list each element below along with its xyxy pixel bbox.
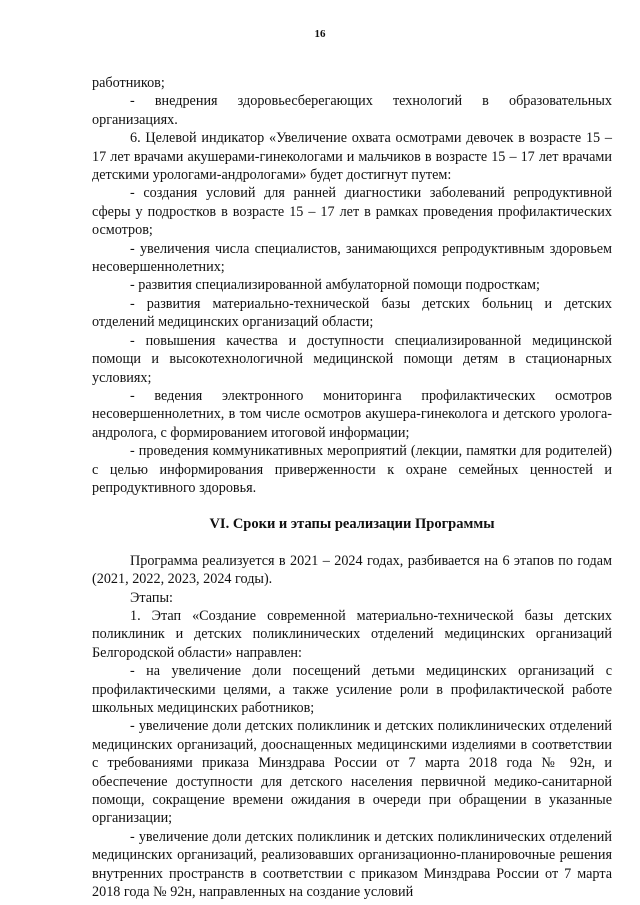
paragraph: 1. Этап «Создание современной материально-технической базы детских поликлиник и детских поликлинических отделений медицинских организаций Белгородской области» направлен: [92,607,612,661]
section-heading: VI. Сроки и этапы реализации Программы [209,516,495,533]
list-item: - повышения качества и доступности специализированной медицинской помощи и высокотехнологичной медицинской помощи детям в стационарных условиях; [92,332,612,386]
paragraph: работников; [92,75,165,91]
list-item: - проведения коммуникативных мероприятий (лекции, памятки для родителей) с целью информирования приверженности к охране семейных ценностей и репродуктивного здоровья. [92,443,612,496]
list-item: - создания условий для ранней диагностики заболеваний репродуктивной сферы у подростков в возрасте 15 – 17 лет в рамках проведения профилактических осмотров; [92,185,612,239]
paragraph: Программа реализуется в 2021 – 2024 годах, разбивается на 6 этапов по годам (2021, 2022, 2023, 2024 годы). [92,552,612,588]
paragraph: Этапы: [130,589,173,606]
paragraph: 6. Целевой индикатор «Увеличение охвата осмотрами девочек в возрасте 15 – 17 лет врачами акушерами-гинекологами и мальчиков в возрасте 15 – 17 лет врачами детскими урологами-андрологами» будет достигнут путем: [92,130,612,184]
document-body [92,74,612,901]
page-number: 16 [314,28,326,40]
list-item: - развития материально-технической базы детских больниц и детских отделений медицинских организаций области; [92,295,612,331]
list-item: - внедрения здоровьесберегающих технологий в образовательных организациях. [92,93,612,128]
list-item: - развития специализированной амбулаторной помощи подросткам; [130,277,540,294]
list-item: - увеличение доли детских поликлиник и детских поликлинических отделений медицинских организаций, реализовавших организационно-планировочные решения внутренних пространств в соответствии с приказом Минздрава России от 7 марта 2018 года № 92н, направленных на создание условий [92,828,612,901]
list-item: - ведения электронного мониторинга профилактических осмотров несовершеннолетних, в том числе осмотров акушера-гинеколога и детского уролога-андролога, с формированием итоговой информации; [92,387,612,441]
list-item: - увеличения числа специалистов, занимающихся репродуктивным здоровьем несовершеннолетних; [92,240,612,276]
list-item: - на увеличение доли посещений детьми медицинских организаций с профилактическими целями, а также усиление роли в профилактической работе школьных медицинских работников; [92,663,612,716]
list-item: - увеличение доли детских поликлиник и детских поликлинических отделений медицинских организаций, дооснащенных медицинскими изделиями в соответствии с требованиями приказа Минздрава России от 7 марта 2018 года № 92н, и обеспечение доступности для детского населения первичной медико-санитарной помощи, сокращение времени ожидания в очереди при обращении в указанные организации; [92,718,612,827]
